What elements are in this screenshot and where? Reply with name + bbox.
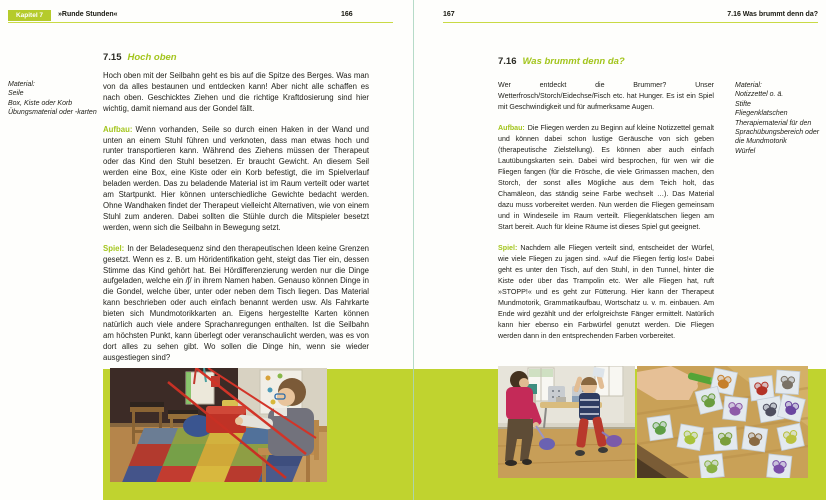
spiel-paragraph [498,243,714,342]
material-item: Stifte [735,100,751,108]
intro-paragraph: Wer entdeckt die Brummer? Unser Wetterfrosch/Storch/Eidechse/Fisch etc. hat Hunger. Es ist ein Spiel mit Geschwindigkeit und für aufmerksame Augen. [498,81,714,111]
section-title: Hoch oben [127,52,177,63]
section-number: 7.15 [103,52,122,63]
aufbau-text: Die Fliegen werden zu Beginn auf kleine Notizzettel gemalt und können dabei schon lustige Geräusche von sich geben (therapeutische Zielstellung). Es können aber auch einfach Lautübungskarten sein. Dabei wird besprochen, für wen wir die Fliegen fangen (für die Frösche, die viele Grimassen machen, den Storch, der sonst alles Mögliche aus dem Teich holt, das Chamäleon, das ständig seine Farbe wechselt …). Das Material dazu muss vorbereitet werden. Nun werden die Fliegen gemeinsam und in Windeseile im Raum verteilt. Fliegenklatschen liegen am Start bereit. Auch für kleine Räume ist dieses Spiel gut geeignet. [498,124,714,231]
material-label: Material: [735,82,762,89]
right-page-text-column [498,80,714,342]
header-rule-left [8,22,393,23]
section-number: 7.16 [498,56,517,67]
material-label: Material: [8,81,35,88]
material-item: Fliegenklatschen [735,110,788,118]
material-item: Übungsmaterial oder -karten [8,109,97,117]
section-heading-7-16 [498,56,625,67]
material-item: Seile [8,90,24,98]
chapter-badge: Kapitel 7 [8,10,51,21]
section-title: Was brummt denn da? [522,56,625,67]
material-item: Notizzettel o. ä. [735,91,784,99]
material-item: Box, Kiste oder Korb [8,99,73,107]
spiel-label: Spiel: [498,244,518,252]
material-item: Therapiematerial für den Sprachübungsbereich oder die Mundmotorik [735,119,820,146]
aufbau-label: Aufbau: [498,124,525,132]
material-note-left [8,80,98,118]
page-number-left: 166 [341,11,353,18]
aufbau-paragraph [103,125,369,234]
fly-cards-on-table-photo [637,366,808,478]
page-gutter-divider [413,0,414,500]
running-head-left: »Runde Stunden« [58,11,118,18]
spiel-label: Spiel: [103,243,125,253]
material-note-right [735,81,823,156]
page-number-right: 167 [443,11,455,18]
section-heading-7-15 [103,52,177,63]
aufbau-paragraph [498,123,714,233]
aufbau-label: Aufbau: [103,124,133,134]
spiel-text: Nachdem alle Fliegen verteilt sind, entscheidet der Würfel, wie viele Fliegen zu jagen sind. »Auf die Fliegen fertig los!« Dabei geht es unter den Tisch, auf den Stuhl, in den Tunnel, hinter die Kiste oder über das Trampolin etc. Wer alle Fliegen hat, ruft »STOPP!« und es geht zur Fütterung. Hier kann der Therapeut Mundmotorik, Grammatikaufbau, Wortschatz u. v. m. einbauen. Am Ende wird gezählt und der erfolgreichste Fänger ermittelt. Natürlich kann hier ebenso ein Farbwürfel genutzt werden. Die Fliegen werden dann in den entsprechenden Farben vorbereitet. [498,244,714,340]
header-rule-right [443,22,818,23]
fly-swatter-chase-photo [498,366,635,478]
running-head-right: 7.16 Was brummt denn da? [727,11,818,18]
spiel-paragraph [103,244,369,364]
rope-cable-car-game-photo [110,368,327,482]
left-page-text-column [103,71,369,364]
intro-paragraph: Hoch oben mit der Seilbahn geht es bis auf die Spitze des Berges. Was man von da alles bestaunen und entdecken kann! Aber nicht alle schaffen es nach oben. Geschicktes Ziehen und die richtige Kraftdosierung sind hier wichtig, damit niemand aus der Gondel fällt. [103,71,369,113]
aufbau-text: Wenn vorhanden, Seile so durch einen Haken in der Wand und unten an einem Stuhl führen und verknoten, dass man etwas hoch und runter transportieren kann. Während des Ziehens müssen der Therapeut oder das Kind den Stuhl besetzen. Er braucht Gewicht. An diesem Seil werden eine Box, eine Kiste oder ein Korb befestigt, die im Spielverlauf beladen werden. Das zu beladende Material ist im Raum verteilt oder wartet am Startpunkt. Hier können unterschiedliche Gewichte bedacht werden. Ohne Wandhaken findet der Therapeut vielleicht Alternativen, wie von einem Stuhl zum anderen. Dabei sollten die Stühle durch die Mitspieler besetzt werden, wenn sich die Seilbahn in Bewegung setzt. [103,124,369,232]
material-item: Würfel [735,147,756,155]
spiel-text: In der Beladesequenz sind den therapeutischen Ideen keine Grenzen gesetzt. Wenn es z. B. um Höridentifikation geht, steigt das Tier ein, dessen Stimme das Kind gehört hat. Bei Hördifferenzierung werden nur die Dinge aufgeladen, welche ein /ʃ/ in ihrem Namen haben. Genauso können Dinge in die Gondel, welche über, unter oder neben dem Tisch liegen. Das Material kann beschrieben oder auch einfach benannt werden usw. Als Fahrkarte bieten sich Mundmotorikkarten an. Eigens hergestellte Karten können natürlich auch viele andere Sprachanregungen enthalten. Ist die Seilbahn am höchsten Punkt, kann überlegt oder veranschaulicht werden, was es von dort alles zu sehen gibt. Wo sollen die Dinge hin, wenn sie wieder ausgestiegen sind? [103,243,369,362]
